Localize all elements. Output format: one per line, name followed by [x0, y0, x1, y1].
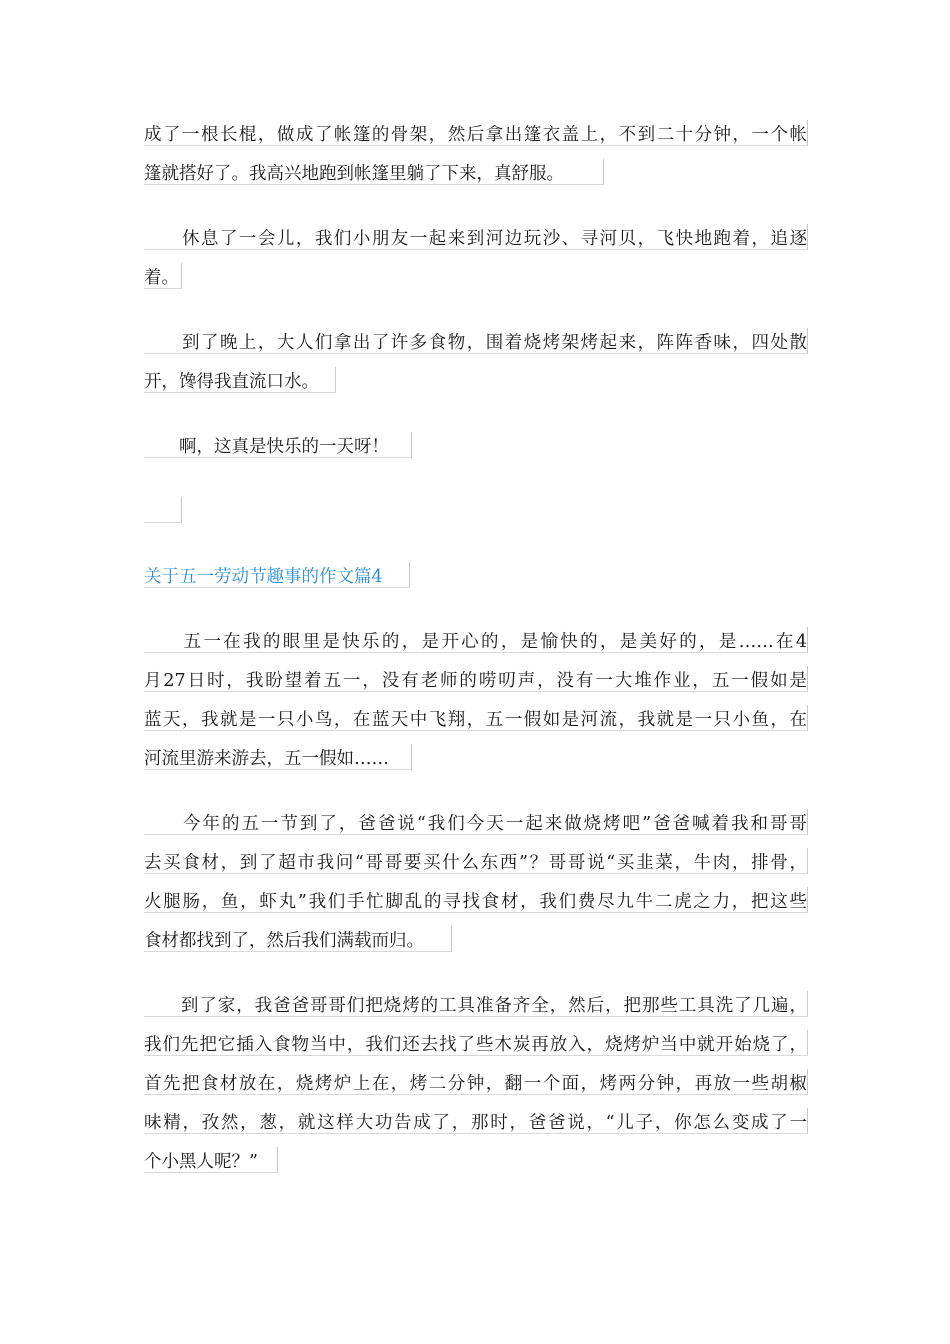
text-line: 首先把食材放在，烧烤炉上在，烤二分钟，翻一个面，烤两分钟，再放一些胡椒	[144, 1069, 808, 1095]
text-line: 篷就搭好了。我高兴地跑到帐篷里躺了下来，真舒服。	[144, 159, 604, 185]
text-line: 到了晚上，大人们拿出了许多食物，围着烧烤架烤起来，阵阵香味，四处散	[144, 328, 808, 354]
text-line: 食材都找到了，然后我们满载而归。	[144, 926, 452, 952]
section-heading	[144, 562, 808, 588]
text-line: 着。	[144, 263, 182, 289]
text-line: 到了家，我爸爸哥哥们把烧烤的工具准备齐全，然后，把那些工具洗了几遍，	[144, 991, 808, 1017]
text-line: 味精，孜然，葱，就这样大功告成了，那时，爸爸说，“儿子，你怎么变成了一	[144, 1108, 808, 1134]
text-line: 河流里游来游去，五一假如……	[144, 744, 412, 770]
text-line: 今年的五一节到了，爸爸说“我们今天一起来做烧烤吧”爸爸喊着我和哥哥	[144, 809, 808, 835]
paragraph	[144, 991, 808, 1173]
text-line: 成了一根长棍，做成了帐篷的骨架，然后拿出篷衣盖上，不到二十分钟，一个帐	[144, 120, 808, 146]
empty-paragraph	[144, 497, 808, 523]
paragraph	[144, 432, 808, 458]
heading-text: 关于五一劳动节趣事的作文篇4	[144, 562, 410, 588]
document-body	[144, 120, 808, 1186]
paragraph	[144, 328, 808, 393]
text-line: 蓝天，我就是一只小鸟，在蓝天中飞翔，五一假如是河流，我就是一只小鱼，在	[144, 705, 808, 731]
paragraph	[144, 120, 808, 185]
text-line: 月27日时，我盼望着五一，没有老师的唠叨声，没有一大堆作业，五一假如是	[144, 666, 808, 692]
paragraph	[144, 224, 808, 289]
text-line: 去买食材，到了超市我问“哥哥要买什么东西”？哥哥说“买韭菜，牛肉，排骨，	[144, 848, 808, 874]
text-line: 开，馋得我直流口水。	[144, 367, 336, 393]
text-line: 我们先把它插入食物当中，我们还去找了些木炭再放入，烧烤炉当中就开始烧了，	[144, 1030, 808, 1056]
text-line: 五一在我的眼里是快乐的，是开心的，是愉快的，是美好的，是……在4	[144, 627, 808, 653]
text-line: 休息了一会儿，我们小朋友一起来到河边玩沙、寻河贝，飞快地跑着，追逐	[144, 224, 808, 250]
paragraph	[144, 627, 808, 770]
text-line: 火腿肠，鱼，虾丸”我们手忙脚乱的寻找食材，我们费尽九牛二虎之力，把这些	[144, 887, 808, 913]
paragraph	[144, 809, 808, 952]
text-line: 啊，这真是快乐的一天呀！	[144, 432, 412, 458]
empty-line	[144, 497, 182, 523]
text-line: 个小黑人呢？”	[144, 1147, 278, 1173]
